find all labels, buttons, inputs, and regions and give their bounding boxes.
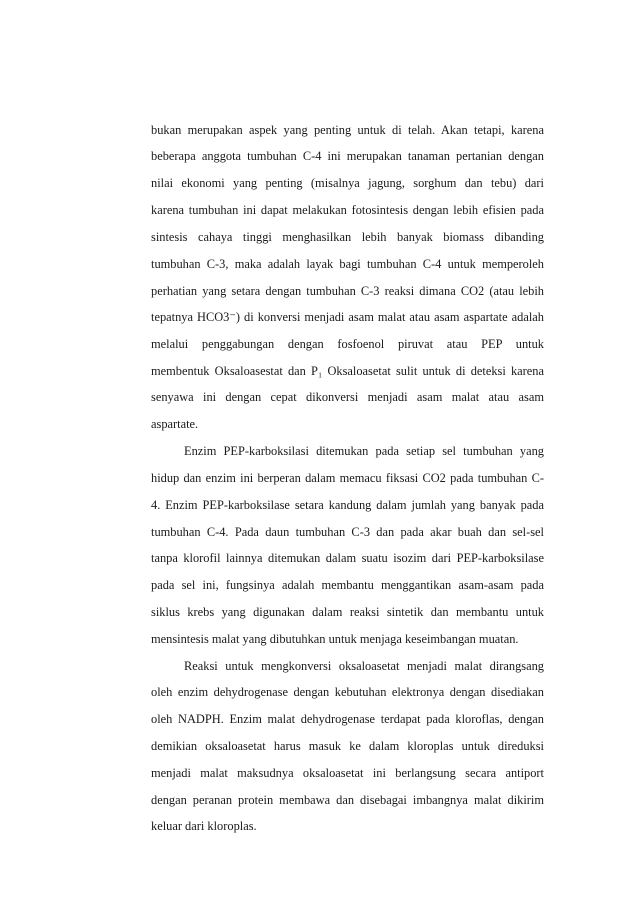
paragraph-3-line-7: keluar dari kloroplas.: [151, 819, 257, 833]
paragraph-1-line-12: aspartate.: [151, 417, 199, 431]
paragraph-1-line-5: sintesis cahaya tinggi menghasilkan lebih banyak biomass dibanding: [151, 230, 544, 244]
paragraph-1-line-6: tumbuhan C-3, maka adalah layak bagi tumbuhan C-4 untuk memperoleh: [151, 257, 544, 271]
paragraph-2-line-7: siklus krebs yang digunakan dalam reaksi sintetik dan membantu untuk: [151, 605, 544, 619]
paragraph-1-line-11: senyawa ini dengan cepat dikonversi menjadi asam malat atau asam: [151, 390, 544, 404]
paragraph-1-line-4: karena tumbuhan ini dapat melakukan fotosintesis dengan lebih efisien pada: [151, 203, 544, 217]
paragraph-1-line-8: tepatnya HCO3⁻) di konversi menjadi asam malat atau asam aspartate adalah: [151, 310, 544, 324]
paragraph-2-line-1: Enzim PEP-karboksilasi ditemukan pada setiap sel tumbuhan yang: [184, 444, 544, 458]
paragraph-3-line-2: oleh enzim dehydrogenase dengan kebutuhan elektronya dengan disediakan: [151, 685, 544, 699]
paragraph-3-line-5: menjadi malat maksudnya oksaloasetat ini berlangsung secara antiport: [151, 766, 544, 780]
paragraph-3-line-1: Reaksi untuk mengkonversi oksaloasetat menjadi malat dirangsang: [184, 659, 544, 673]
paragraph-1-line-9: melalui penggabungan dengan fosfoenol piruvat atau PEP untuk: [151, 337, 544, 351]
paragraph-2-line-4: tumbuhan C-4. Pada daun tumbuhan C-3 dan pada akar buah dan sel-sel: [151, 525, 544, 539]
paragraph-3-line-3: oleh NADPH. Enzim malat dehydrogenase terdapat pada kloroflas, dengan: [151, 712, 544, 726]
paragraph-2-line-5: tanpa klorofil lainnya ditemukan dalam suatu isozim dari PEP-karboksilase: [151, 551, 544, 565]
paragraph-2-line-3: 4. Enzim PEP-karboksilase setara kandung dalam jumlah yang banyak pada: [151, 498, 544, 512]
paragraph-1-line-10: membentuk Oksaloasestat dan P₁ Oksaloasetat sulit untuk di deteksi karena: [151, 364, 544, 378]
paragraph-3-line-4: demikian oksaloasetat harus masuk ke dalam kloroplas untuk direduksi: [151, 739, 544, 753]
paragraph-3-line-6: dengan peranan protein membawa dan disebagai imbangnya malat dikirim: [151, 793, 544, 807]
paragraph-2-line-6: pada sel ini, fungsinya adalah membantu menggantikan asam-asam pada: [151, 578, 544, 592]
paragraph-2-line-2: hidup dan enzim ini berperan dalam memacu fiksasi CO2 pada tumbuhan C-: [151, 471, 544, 485]
paragraph-1-line-7: perhatian yang setara dengan tumbuhan C-3 reaksi dimana CO2 (atau lebih: [151, 284, 544, 298]
paragraph-2-line-8: mensintesis malat yang dibutuhkan untuk menjaga keseimbangan muatan.: [151, 632, 519, 646]
paragraph-1-line-1: bukan merupakan aspek yang penting untuk di telah. Akan tetapi, karena: [151, 123, 544, 137]
paragraph-1-line-2: beberapa anggota tumbuhan C-4 ini merupakan tanaman pertanian dengan: [151, 149, 544, 163]
paragraph-1-line-3: nilai ekonomi yang penting (misalnya jagung, sorghum dan tebu) dari: [151, 176, 544, 190]
